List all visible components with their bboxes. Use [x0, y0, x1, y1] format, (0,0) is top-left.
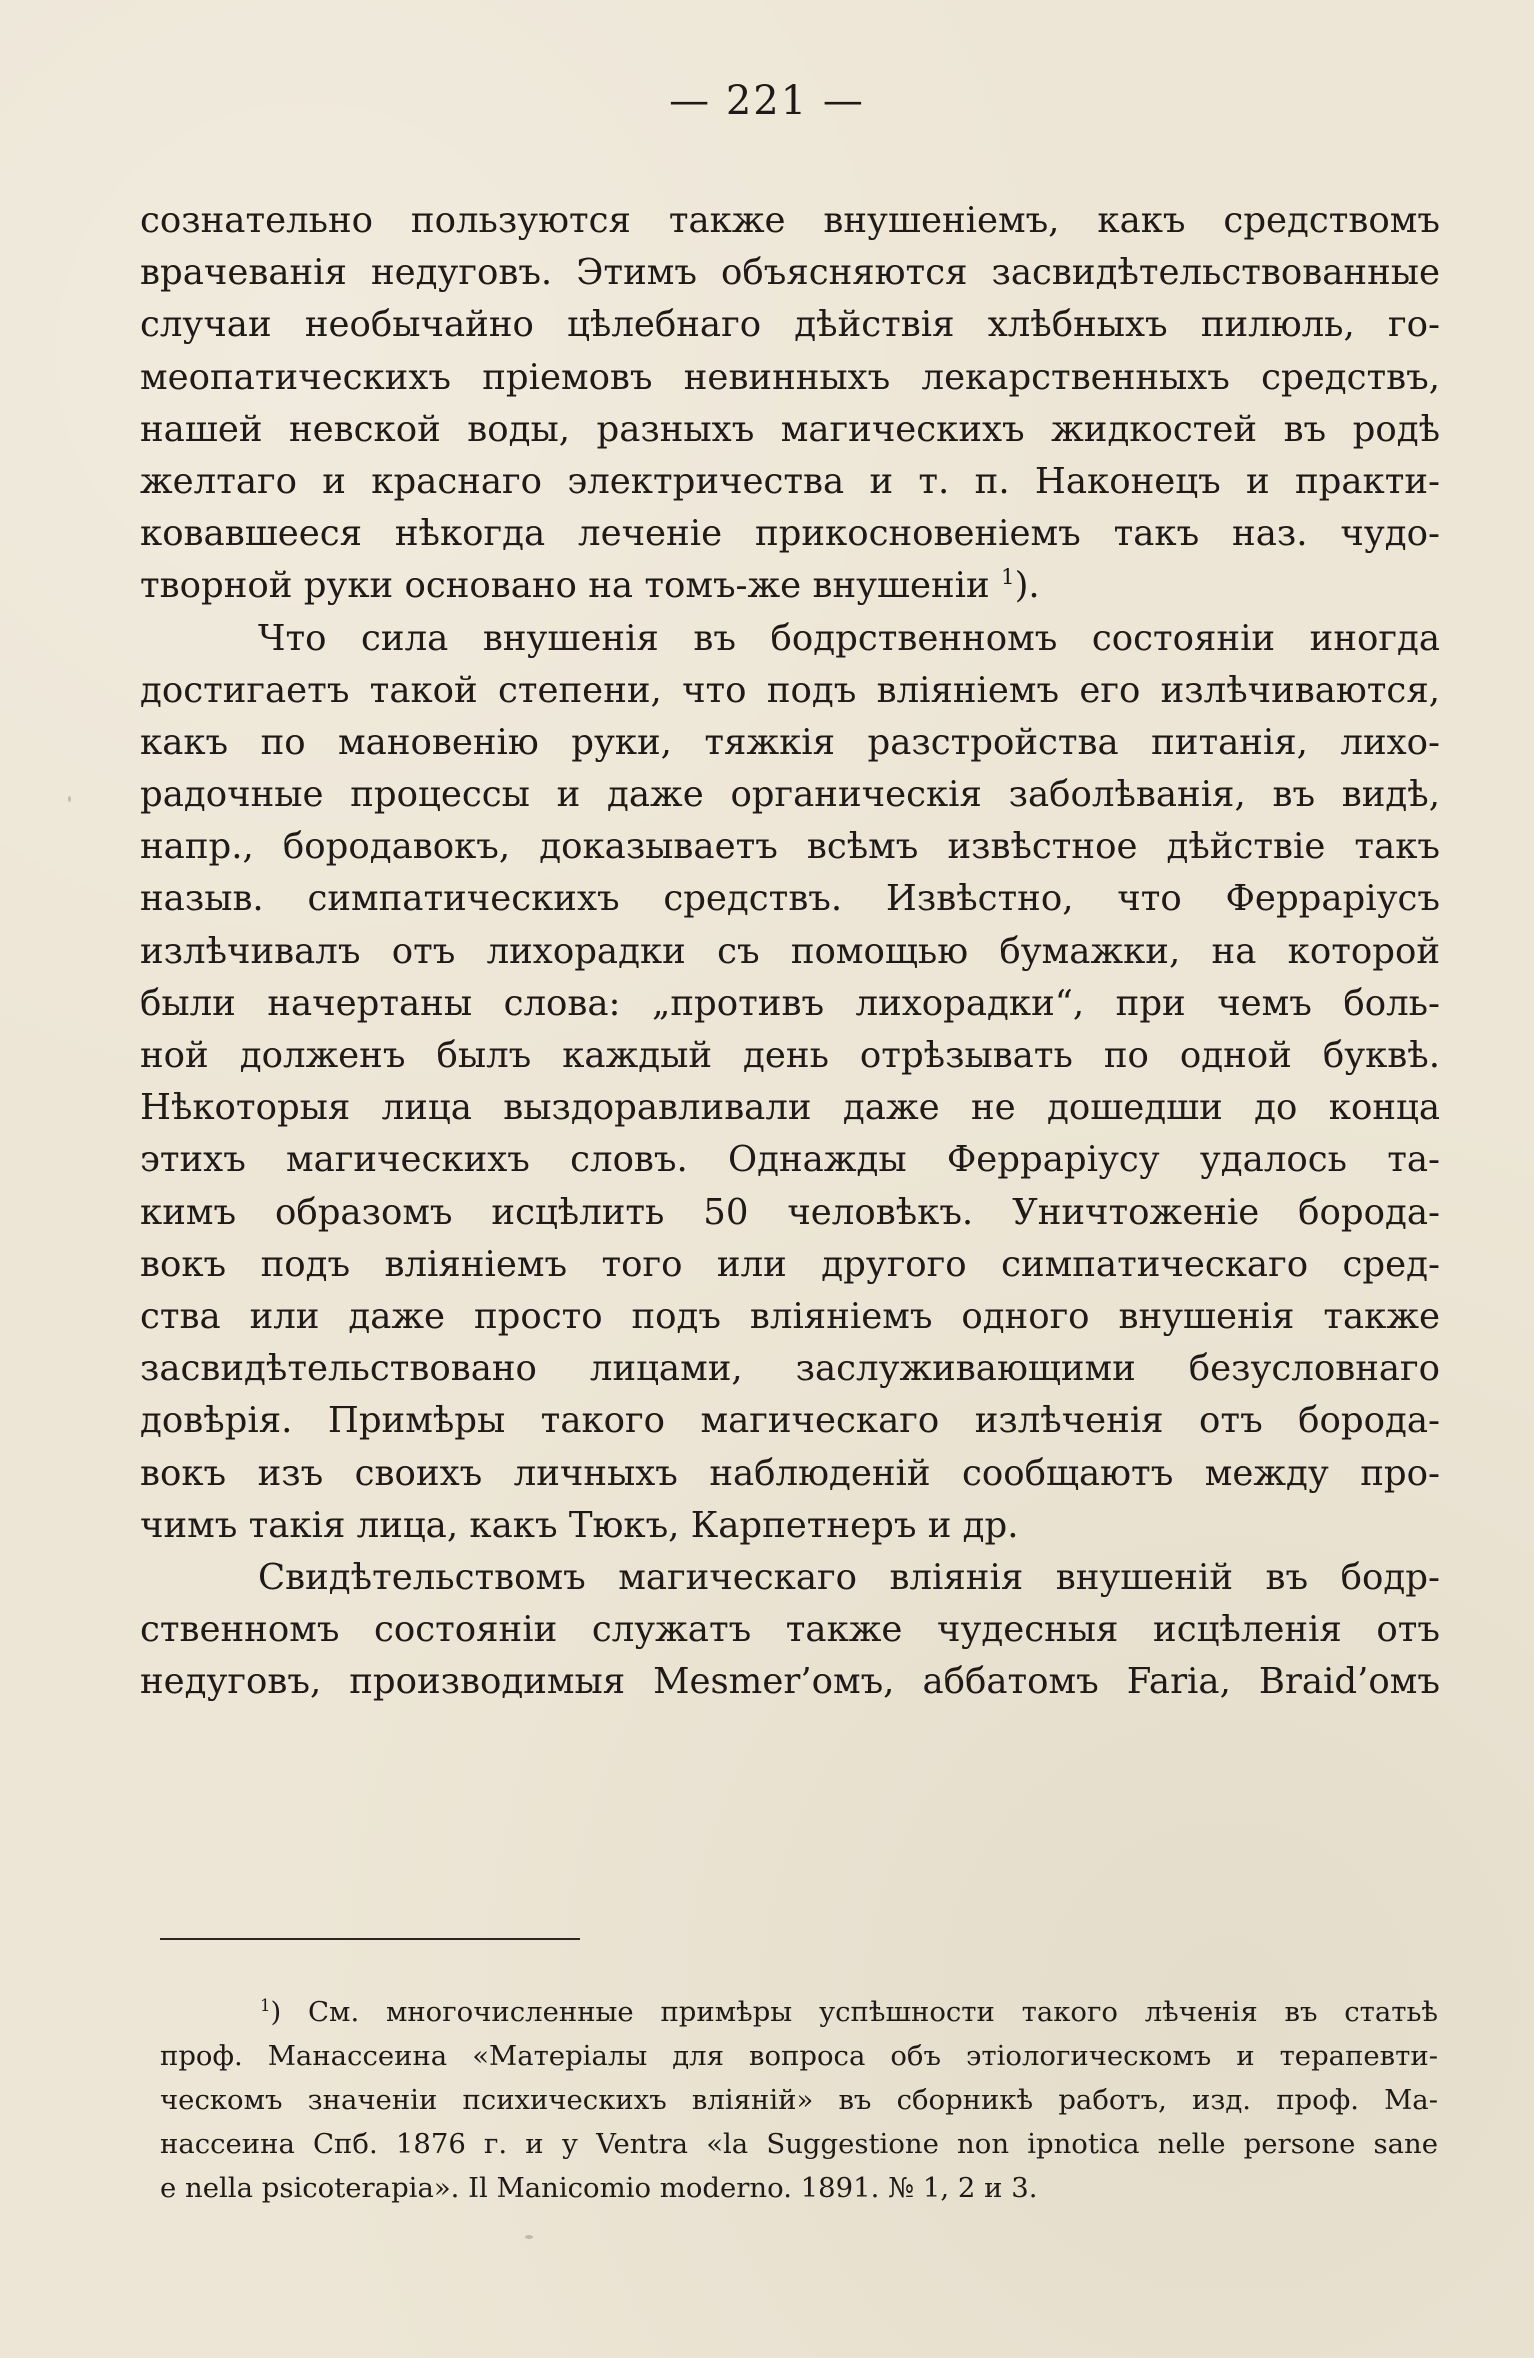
- paragraph-start: Что сила внушенія въ бодрственномъ состояніи иногда: [258, 617, 1440, 659]
- text-line: довѣрія. Примѣры такого магическаго излѣченія отъ борода-: [140, 1400, 1440, 1442]
- footnote-line: [160, 1990, 1438, 2034]
- footnote-line: проф. Манассеина «Матеріалы для вопроса объ этіологическомъ и терапевти-: [160, 2040, 1438, 2072]
- ink-speck: [68, 796, 71, 802]
- text-line: этихъ магическихъ словъ. Однажды Ферраріусу удалось та-: [140, 1139, 1440, 1181]
- footnote-marker: 1: [260, 1995, 271, 2015]
- text-line: достигаетъ такой степени, что подъ вліяніемъ его излѣчиваются,: [140, 669, 1440, 711]
- page-number: — 221 —: [669, 78, 865, 124]
- footnote-divider: [160, 1938, 580, 1940]
- text-segment: ).: [1014, 565, 1040, 607]
- text-line: излѣчивалъ отъ лихорадки съ помощью бумажки, на которой: [140, 930, 1440, 972]
- text-segment: творной руки основано на томъ-же внушеніи: [140, 565, 990, 607]
- text-line-with-footnote-ref: [140, 560, 1440, 612]
- text-line: назыв. симпатическихъ средствъ. Извѣстно, что Ферраріусъ: [140, 878, 1440, 920]
- footnote-marker-tail: ): [270, 1996, 282, 2028]
- footnote-reference: 1: [1001, 565, 1015, 591]
- text-line: случаи необычайно цѣлебнаго дѣйствія хлѣбныхъ пилюль, го-: [140, 304, 1440, 346]
- text-line: ной долженъ былъ каждый день отрѣзывать по одной буквѣ.: [140, 1035, 1440, 1076]
- text-line: меопатическихъ пріемовъ невинныхъ лекарственныхъ средствъ,: [140, 356, 1440, 398]
- text-line: Нѣкоторыя лица выздоравливали даже не дошедши до конца: [140, 1087, 1440, 1129]
- text-line: недуговъ, производимыя Mesmer’омъ, аббатомъ Faria, Braid’омъ: [140, 1661, 1440, 1703]
- text-line: засвидѣтельствовано лицами, заслуживающими безусловнаго: [140, 1348, 1440, 1390]
- text-line: нашей невской воды, разныхъ магическихъ жидкостей въ родѣ: [140, 408, 1440, 450]
- text-line: ковавшееся нѣкогда леченіе прикосновеніемъ такъ наз. чудо-: [140, 513, 1440, 555]
- footnote-line: нассеина Спб. 1876 г. и у Ventra «la Suggestione non ipnotica nelle persone sane: [160, 2128, 1438, 2160]
- footnote-text: См. многочисленные примѣры успѣшности такого лѣченія въ статьѣ: [308, 1996, 1438, 2028]
- text-line: ства или даже просто подъ вліяніемъ одного внушенія также: [140, 1295, 1440, 1337]
- text-line: какъ по мановенію руки, тяжкія разстройства питанія, лихо-: [140, 721, 1440, 763]
- footnote-line: e nella psicoterapia». Il Manicomio moderno. 1891. № 1, 2 и 3.: [160, 2172, 1038, 2204]
- text-line: кимъ образомъ исцѣлить 50 человѣкъ. Уничтоженіе борода-: [140, 1191, 1440, 1233]
- text-line: были начертаны слова: „противъ лихорадки“, при чемъ боль-: [140, 982, 1440, 1024]
- text-line: вокъ изъ своихъ личныхъ наблюденій сообщаютъ между про-: [140, 1452, 1440, 1494]
- text-line: чимъ такія лица, какъ Тюкъ, Карпетнеръ и др.: [140, 1504, 1019, 1546]
- text-line: радочные процессы и даже органическія заболѣванія, въ видѣ,: [140, 774, 1440, 816]
- text-line: врачеванія недуговъ. Этимъ объясняются засвидѣтельствованные: [140, 252, 1440, 294]
- ink-speck: [525, 2235, 533, 2239]
- text-line: напр., бородавокъ, доказываетъ всѣмъ извѣстное дѣйствіе такъ: [140, 826, 1440, 868]
- text-line: желтаго и краснаго электричества и т. п. Наконецъ и практи-: [140, 460, 1440, 502]
- text-line: вокъ подъ вліяніемъ того или другого симпатическаго сред-: [140, 1243, 1440, 1285]
- paragraph-start: Свидѣтельствомъ магическаго вліянія внушеній въ бодр-: [258, 1556, 1440, 1598]
- footnote-line: ческомъ значеніи психическихъ вліяній» въ сборникѣ работъ, изд. проф. Ма-: [160, 2084, 1438, 2116]
- body-text: [140, 195, 1440, 1708]
- footnote: [160, 1990, 1438, 2210]
- text-line: сознательно пользуются также внушеніемъ, какъ средствомъ: [140, 200, 1440, 241]
- text-line: ственномъ состояніи служатъ также чудесныя исцѣленія отъ: [140, 1609, 1440, 1651]
